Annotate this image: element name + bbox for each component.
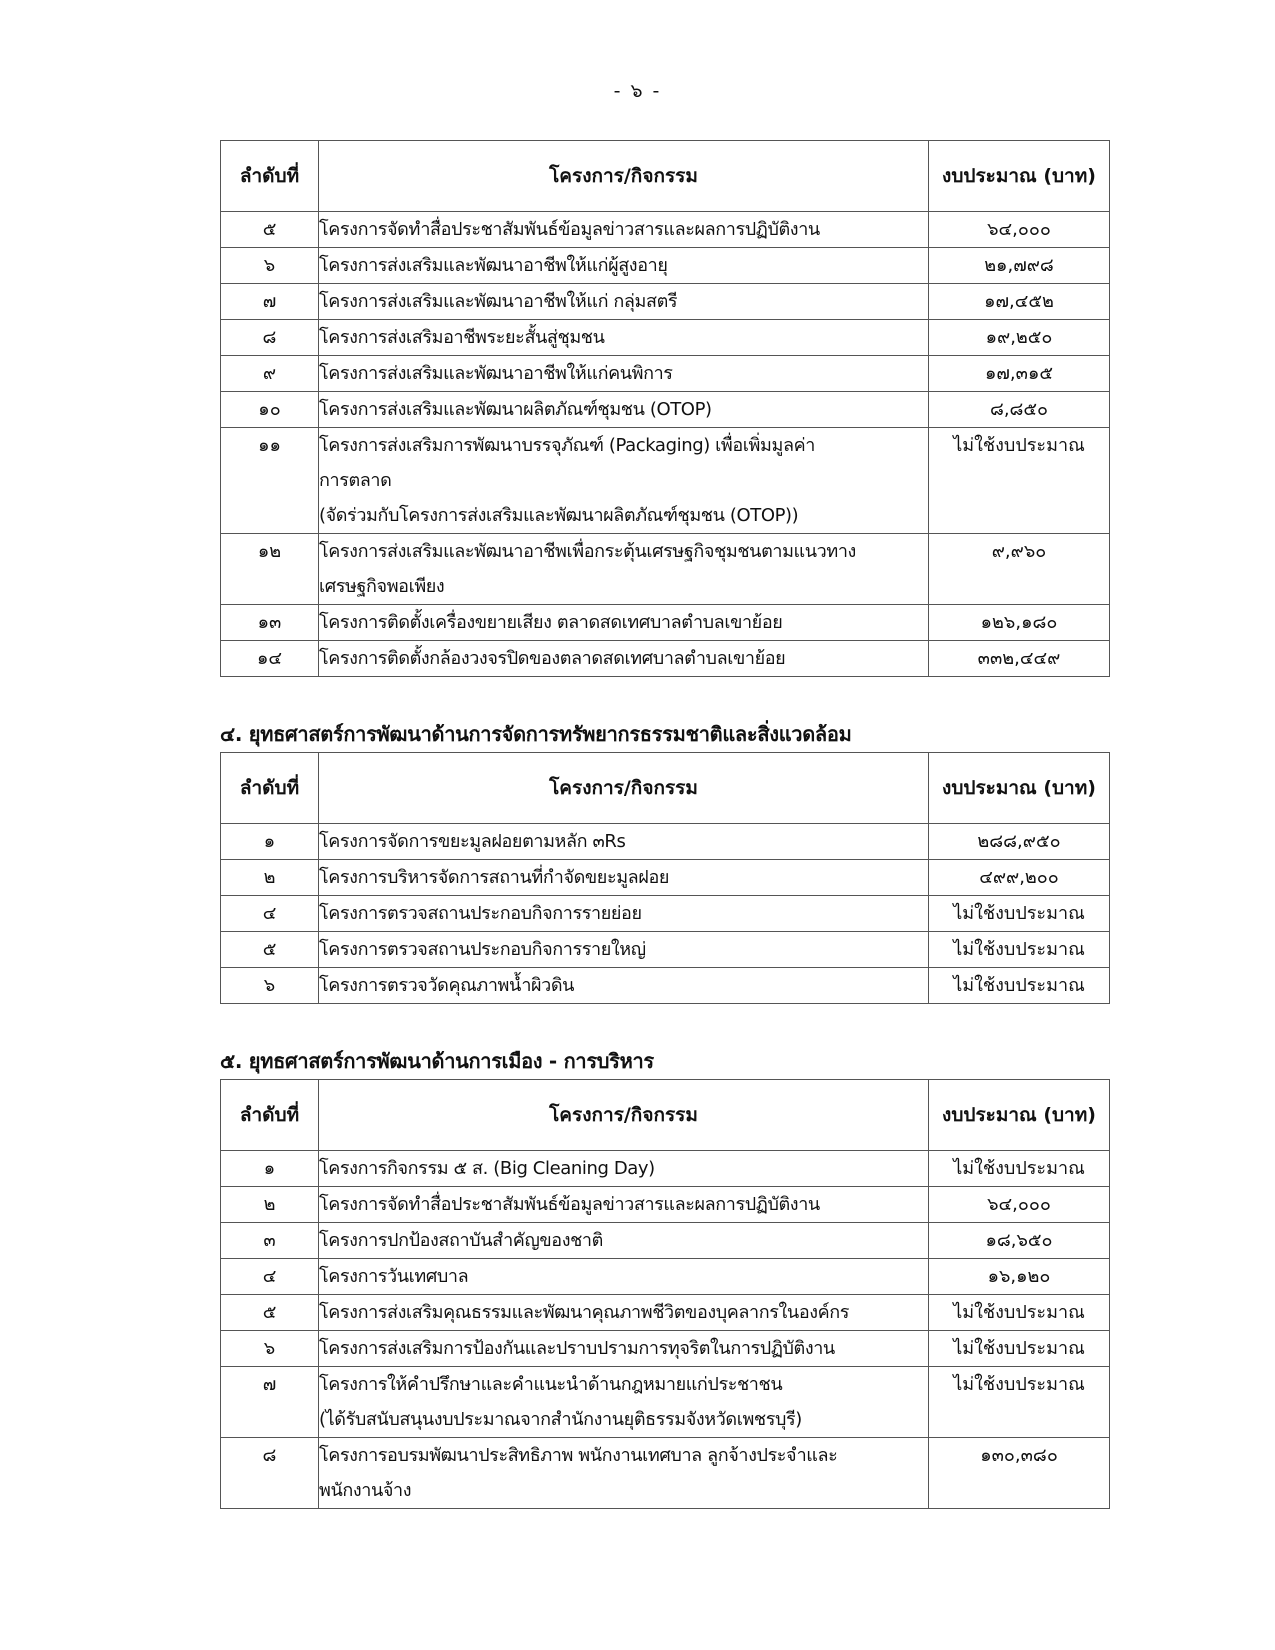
project-name-line: โครงการส่งเสริมและพัฒนาผลิตภัณฑ์ชุมชน (OTOP) bbox=[319, 399, 712, 420]
table-header-row bbox=[221, 1080, 1110, 1151]
project-name-line: โครงการจัดการขยะมูลฝอยตามหลัก ๓Rs bbox=[319, 831, 626, 852]
header-budget-line2: (บาท) bbox=[1043, 1104, 1096, 1126]
project-name-line: โครงการส่งเสริมและพัฒนาอาชีพให้แก่ กลุ่มสตรี bbox=[319, 291, 678, 312]
row-number: ๕ bbox=[221, 212, 319, 248]
project-name-line: โครงการส่งเสริมและพัฒนาอาชีพให้แก่ผู้สูงอายุ bbox=[319, 255, 668, 276]
project-name bbox=[319, 968, 929, 1004]
row-number: ๗ bbox=[221, 284, 319, 320]
budget-amount: ๑๘,๖๕๐ bbox=[929, 1223, 1110, 1259]
budget-amount: ๑๗,๔๕๒ bbox=[929, 284, 1110, 320]
budget-amount: ๒๑,๗๙๘ bbox=[929, 248, 1110, 284]
budget-amount: ๑๒๖,๑๘๐ bbox=[929, 605, 1110, 641]
header-budget-line1: งบประมาณ bbox=[942, 165, 1037, 187]
budget-amount: ไม่ใช้งบประมาณ bbox=[929, 1331, 1110, 1367]
table-row bbox=[221, 605, 1110, 641]
budget-table-strategy-3 bbox=[220, 140, 1110, 677]
budget-table-strategy-5 bbox=[220, 1079, 1110, 1509]
table-row bbox=[221, 284, 1110, 320]
row-number: ๖ bbox=[221, 248, 319, 284]
section-heading-strategy-5: ๕. ยุทธศาสตร์การพัฒนาด้านการเมือง - การบริหาร bbox=[220, 1049, 654, 1073]
project-name-line: โครงการอบรมพัฒนาประสิทธิภาพ พนักงานเทศบาล ลูกจ้างประจำและ bbox=[319, 1445, 838, 1466]
page-number: - ๖ - bbox=[613, 80, 662, 102]
header-no: ลำดับที่ bbox=[221, 753, 319, 824]
project-name bbox=[319, 392, 929, 428]
row-number: ๔ bbox=[221, 896, 319, 932]
row-number: ๑ bbox=[221, 1151, 319, 1187]
budget-amount: ๓๓๒,๔๔๙ bbox=[929, 641, 1110, 677]
table-header-row bbox=[221, 141, 1110, 212]
row-number: ๘ bbox=[221, 1438, 319, 1509]
table-row bbox=[221, 392, 1110, 428]
section-heading-strategy-4: ๔. ยุทธศาสตร์การพัฒนาด้านการจัดการทรัพยากรธรรมชาติและสิ่งแวดล้อม bbox=[220, 722, 852, 746]
project-name-line: (จัดร่วมกับโครงการส่งเสริมและพัฒนาผลิตภัณฑ์ชุมชน (OTOP)) bbox=[319, 505, 799, 526]
budget-table-strategy-4 bbox=[220, 752, 1110, 1004]
table-row bbox=[221, 356, 1110, 392]
project-name bbox=[319, 534, 929, 605]
row-number: ๕ bbox=[221, 1295, 319, 1331]
project-name bbox=[319, 284, 929, 320]
table-row bbox=[221, 320, 1110, 356]
project-name bbox=[319, 641, 929, 677]
project-name-line: โครงการตรวจสถานประกอบกิจการรายย่อย bbox=[319, 903, 642, 924]
table-row bbox=[221, 824, 1110, 860]
project-name-line: โครงการให้คำปรึกษาและคำแนะนำด้านกฎหมายแก่ประชาชน bbox=[319, 1374, 783, 1395]
budget-amount: ไม่ใช้งบประมาณ bbox=[929, 1367, 1110, 1438]
budget-amount: ๑๗,๓๑๕ bbox=[929, 356, 1110, 392]
header-budget bbox=[929, 753, 1110, 824]
budget-amount: ไม่ใช้งบประมาณ bbox=[929, 932, 1110, 968]
project-name-line: โครงการติดตั้งเครื่องขยายเสียง ตลาดสดเทศบาลตำบลเขาย้อย bbox=[319, 612, 783, 633]
project-name-line: โครงการจัดทำสื่อประชาสัมพันธ์ข้อมูลข่าวสารและผลการปฏิบัติงาน bbox=[319, 219, 820, 240]
header-project: โครงการ/กิจกรรม bbox=[319, 1080, 929, 1151]
project-name bbox=[319, 896, 929, 932]
project-name bbox=[319, 212, 929, 248]
row-number: ๖ bbox=[221, 1331, 319, 1367]
budget-amount: ๑๓๐,๓๘๐ bbox=[929, 1438, 1110, 1509]
project-name-line: (ได้รับสนับสนุนงบประมาณจากสำนักงานยุติธรรมจังหวัดเพชรบุรี) bbox=[319, 1409, 802, 1430]
project-name-line: โครงการวันเทศบาล bbox=[319, 1266, 469, 1287]
project-name-line: การตลาด bbox=[319, 470, 392, 491]
project-name bbox=[319, 824, 929, 860]
project-name-line: โครงการจัดทำสื่อประชาสัมพันธ์ข้อมูลข่าวสารและผลการปฏิบัติงาน bbox=[319, 1194, 820, 1215]
table-header-row bbox=[221, 753, 1110, 824]
row-number: ๒ bbox=[221, 860, 319, 896]
budget-amount: ๑๖,๑๒๐ bbox=[929, 1259, 1110, 1295]
header-budget bbox=[929, 141, 1110, 212]
row-number: ๒ bbox=[221, 1187, 319, 1223]
project-name bbox=[319, 356, 929, 392]
table-row bbox=[221, 968, 1110, 1004]
budget-amount: ๒๘๘,๙๕๐ bbox=[929, 824, 1110, 860]
table-row bbox=[221, 1151, 1110, 1187]
project-name bbox=[319, 1367, 929, 1438]
budget-amount: ๖๔,๐๐๐ bbox=[929, 212, 1110, 248]
project-name-line: โครงการกิจกรรม ๕ ส. (Big Cleaning Day) bbox=[319, 1158, 655, 1179]
table-row bbox=[221, 1438, 1110, 1509]
project-name bbox=[319, 1438, 929, 1509]
project-name-line: โครงการส่งเสริมและพัฒนาอาชีพให้แก่คนพิการ bbox=[319, 363, 673, 384]
project-name bbox=[319, 428, 929, 534]
project-name-line: โครงการส่งเสริมอาชีพระยะสั้นสู่ชุมชน bbox=[319, 327, 605, 348]
row-number: ๓ bbox=[221, 1223, 319, 1259]
project-name bbox=[319, 1187, 929, 1223]
budget-amount: ๑๙,๒๕๐ bbox=[929, 320, 1110, 356]
project-name-line: เศรษฐกิจพอเพียง bbox=[319, 576, 445, 597]
project-name bbox=[319, 605, 929, 641]
row-number: ๑๓ bbox=[221, 605, 319, 641]
budget-amount: ๔๙๙,๒๐๐ bbox=[929, 860, 1110, 896]
project-name bbox=[319, 1331, 929, 1367]
table-row bbox=[221, 641, 1110, 677]
project-name-line: โครงการตรวจสถานประกอบกิจการรายใหญ่ bbox=[319, 939, 646, 960]
table-row bbox=[221, 1223, 1110, 1259]
table-row bbox=[221, 212, 1110, 248]
budget-amount: ไม่ใช้งบประมาณ bbox=[929, 428, 1110, 534]
table-row bbox=[221, 896, 1110, 932]
budget-amount: ๖๔,๐๐๐ bbox=[929, 1187, 1110, 1223]
header-budget-line2: (บาท) bbox=[1043, 165, 1096, 187]
project-name-line: โครงการส่งเสริมคุณธรรมและพัฒนาคุณภาพชีวิตของบุคลากรในองค์กร bbox=[319, 1302, 850, 1323]
project-name bbox=[319, 860, 929, 896]
header-budget bbox=[929, 1080, 1110, 1151]
header-no: ลำดับที่ bbox=[221, 141, 319, 212]
budget-amount: ไม่ใช้งบประมาณ bbox=[929, 1295, 1110, 1331]
row-number: ๕ bbox=[221, 932, 319, 968]
table-row bbox=[221, 534, 1110, 605]
project-name-line: โครงการส่งเสริมการป้องกันและปราบปรามการทุจริตในการปฏิบัติงาน bbox=[319, 1338, 835, 1359]
row-number: ๔ bbox=[221, 1259, 319, 1295]
project-name-line: โครงการตรวจวัดคุณภาพน้ำผิวดิน bbox=[319, 975, 575, 996]
project-name bbox=[319, 1151, 929, 1187]
budget-amount: ๙,๙๖๐ bbox=[929, 534, 1110, 605]
table-row bbox=[221, 1259, 1110, 1295]
project-name-line: โครงการปกป้องสถาบันสำคัญของชาติ bbox=[319, 1230, 603, 1251]
project-name bbox=[319, 1223, 929, 1259]
table-row bbox=[221, 1187, 1110, 1223]
row-number: ๑๒ bbox=[221, 534, 319, 605]
header-no: ลำดับที่ bbox=[221, 1080, 319, 1151]
budget-amount: ไม่ใช้งบประมาณ bbox=[929, 968, 1110, 1004]
header-budget-line1: งบประมาณ bbox=[942, 1104, 1037, 1126]
project-name-line: โครงการบริหารจัดการสถานที่กำจัดขยะมูลฝอย bbox=[319, 867, 670, 888]
table-row bbox=[221, 1295, 1110, 1331]
project-name bbox=[319, 932, 929, 968]
header-project: โครงการ/กิจกรรม bbox=[319, 141, 929, 212]
row-number: ๗ bbox=[221, 1367, 319, 1438]
budget-amount: ไม่ใช้งบประมาณ bbox=[929, 896, 1110, 932]
table-row bbox=[221, 1367, 1110, 1438]
row-number: ๑๔ bbox=[221, 641, 319, 677]
project-name-line: โครงการติดตั้งกล้องวงจรปิดของตลาดสดเทศบาลตำบลเขาย้อย bbox=[319, 648, 786, 669]
project-name bbox=[319, 1259, 929, 1295]
table-row bbox=[221, 248, 1110, 284]
table-row bbox=[221, 428, 1110, 534]
budget-amount: ไม่ใช้งบประมาณ bbox=[929, 1151, 1110, 1187]
project-name bbox=[319, 248, 929, 284]
project-name bbox=[319, 1295, 929, 1331]
project-name-line: โครงการส่งเสริมและพัฒนาอาชีพเพื่อกระตุ้นเศรษฐกิจชุมชนตามแนวทาง bbox=[319, 541, 856, 562]
row-number: ๑๑ bbox=[221, 428, 319, 534]
row-number: ๑๐ bbox=[221, 392, 319, 428]
project-name-line: โครงการส่งเสริมการพัฒนาบรรจุภัณฑ์ (Packaging) เพื่อเพิ่มมูลค่า bbox=[319, 435, 815, 456]
table-row bbox=[221, 1331, 1110, 1367]
header-budget-line1: งบประมาณ bbox=[942, 777, 1037, 799]
row-number: ๖ bbox=[221, 968, 319, 1004]
row-number: ๙ bbox=[221, 356, 319, 392]
header-project: โครงการ/กิจกรรม bbox=[319, 753, 929, 824]
row-number: ๘ bbox=[221, 320, 319, 356]
project-name bbox=[319, 320, 929, 356]
header-budget-line2: (บาท) bbox=[1043, 777, 1096, 799]
budget-amount: ๘,๘๕๐ bbox=[929, 392, 1110, 428]
table-row bbox=[221, 860, 1110, 896]
project-name-line: พนักงานจ้าง bbox=[319, 1480, 412, 1501]
row-number: ๑ bbox=[221, 824, 319, 860]
table-row bbox=[221, 932, 1110, 968]
